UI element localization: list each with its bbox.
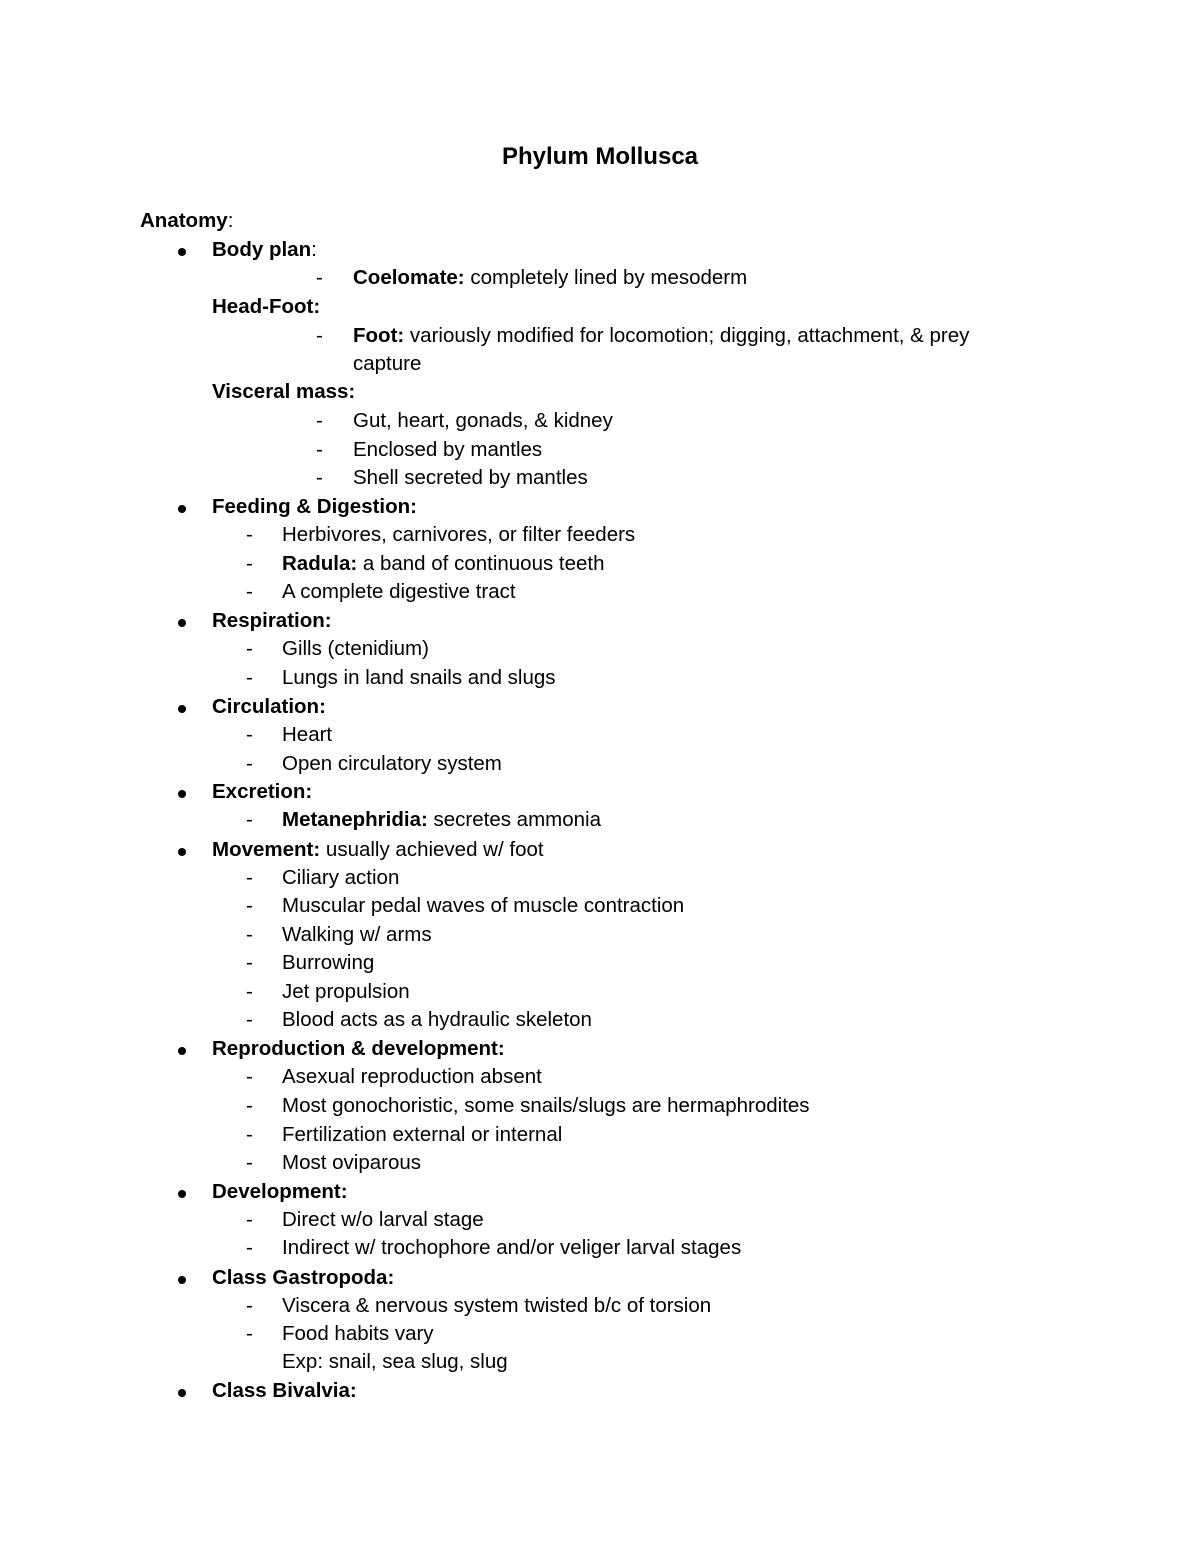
list-item: Direct w/o larval stage [282, 1208, 484, 1231]
example-text: Exp: snail, sea slug, slug [282, 1350, 508, 1373]
dash-marker: - [316, 266, 323, 289]
bullet-dot [178, 848, 186, 856]
body-plan-label: Body plan [212, 238, 312, 261]
dash-marker: - [246, 894, 253, 917]
dash-marker: - [246, 1151, 253, 1174]
dash-marker: - [246, 1094, 253, 1117]
excretion-heading: Excretion: [212, 780, 313, 803]
dash-marker: - [246, 866, 253, 889]
dash-marker: - [246, 1208, 253, 1231]
metanephridia-term: Metanephridia: [282, 808, 428, 831]
list-item: Viscera & nervous system twisted b/c of torsion [282, 1294, 712, 1317]
head-foot-heading: Head-Foot: [212, 295, 321, 318]
bivalvia-heading: Class Bivalvia: [212, 1379, 357, 1402]
dash-marker: - [246, 1123, 253, 1146]
respiration-heading: Respiration: [212, 609, 332, 632]
movement-heading [212, 836, 544, 864]
anatomy-label: Anatomy [140, 209, 228, 232]
coelomate-item [353, 264, 747, 292]
list-item: A complete digestive tract [282, 580, 516, 603]
dash-marker: - [246, 752, 253, 775]
body-plan-colon: : [311, 238, 317, 261]
list-item: Blood acts as a hydraulic skeleton [282, 1008, 592, 1031]
bullet-dot [178, 505, 186, 513]
dash-marker: - [246, 666, 253, 689]
list-item: Most oviparous [282, 1151, 422, 1174]
dash-marker: - [316, 324, 323, 347]
list-item: Fertilization external or internal [282, 1123, 563, 1146]
dash-marker: - [316, 438, 323, 461]
list-item: Indirect w/ trochophore and/or veliger larval stages [282, 1236, 742, 1259]
bullet-dot [178, 790, 186, 798]
list-item: Gills (ctenidium) [282, 637, 429, 660]
reproduction-heading: Reproduction & development: [212, 1037, 505, 1060]
dash-marker: - [246, 723, 253, 746]
circulation-heading: Circulation: [212, 695, 326, 718]
dash-marker: - [246, 552, 253, 575]
list-item: Open circulatory system [282, 752, 502, 775]
movement-label: Movement: [212, 838, 321, 861]
list-item: Asexual reproduction absent [282, 1065, 542, 1088]
list-item: Muscular pedal waves of muscle contraction [282, 894, 685, 917]
list-item: Food habits vary [282, 1322, 434, 1345]
metanephridia-item [282, 806, 601, 834]
dash-marker: - [316, 409, 323, 432]
dash-marker: - [246, 1008, 253, 1031]
list-item: Jet propulsion [282, 980, 410, 1003]
radula-text: a band of continuous teeth [357, 552, 605, 575]
list-item: Most gonochoristic, some snails/slugs are hermaphrodites [282, 1094, 810, 1117]
dash-marker: - [246, 1236, 253, 1259]
bullet-dot [178, 1047, 186, 1055]
dash-marker: - [246, 637, 253, 660]
foot-term: Foot: [353, 324, 405, 347]
dash-marker: - [246, 523, 253, 546]
page-title: Phylum Mollusca [501, 143, 699, 170]
dash-marker: - [246, 1322, 253, 1345]
dash-marker: - [316, 466, 323, 489]
bullet-dot [178, 1389, 186, 1397]
anatomy-colon: : [227, 209, 234, 232]
metanephridia-text: secretes ammonia [427, 808, 601, 831]
list-item: Gut, heart, gonads, & kidney [353, 409, 613, 432]
list-item: Lungs in land snails and slugs [282, 666, 556, 689]
foot-text: variously modified for locomotion; digging, attachment, & prey [404, 324, 970, 347]
bullet-dot [178, 1276, 186, 1284]
dash-marker: - [246, 923, 253, 946]
visceral-mass-heading: Visceral mass: [212, 380, 356, 403]
dash-marker: - [246, 1065, 253, 1088]
dash-marker: - [246, 580, 253, 603]
dash-marker: - [246, 980, 253, 1003]
coelomate-term: Coelomate: [353, 266, 465, 289]
foot-item [353, 322, 969, 350]
bullet-dot [178, 248, 186, 256]
coelomate-text: completely lined by mesoderm [464, 266, 748, 289]
gastropoda-heading: Class Gastropoda: [212, 1266, 395, 1289]
list-item: Walking w/ arms [282, 923, 432, 946]
foot-text-continued: capture [353, 352, 422, 375]
movement-text: usually achieved w/ foot [320, 838, 544, 861]
development-heading: Development: [212, 1180, 348, 1203]
radula-term: Radula: [282, 552, 358, 575]
list-item: Burrowing [282, 951, 375, 974]
bullet-dot [178, 619, 186, 627]
list-item: Enclosed by mantles [353, 438, 543, 461]
list-item: Ciliary action [282, 866, 400, 889]
bullet-dot [178, 705, 186, 713]
feeding-heading: Feeding & Digestion: [212, 495, 417, 518]
list-item: Herbivores, carnivores, or filter feeders [282, 523, 636, 546]
list-item: Heart [282, 723, 333, 746]
list-item: Shell secreted by mantles [353, 466, 588, 489]
body-plan-heading [212, 236, 317, 264]
dash-marker: - [246, 1294, 253, 1317]
dash-marker: - [246, 808, 253, 831]
anatomy-heading [140, 207, 233, 235]
dash-marker: - [246, 951, 253, 974]
bullet-dot [178, 1190, 186, 1198]
radula-item [282, 550, 605, 578]
